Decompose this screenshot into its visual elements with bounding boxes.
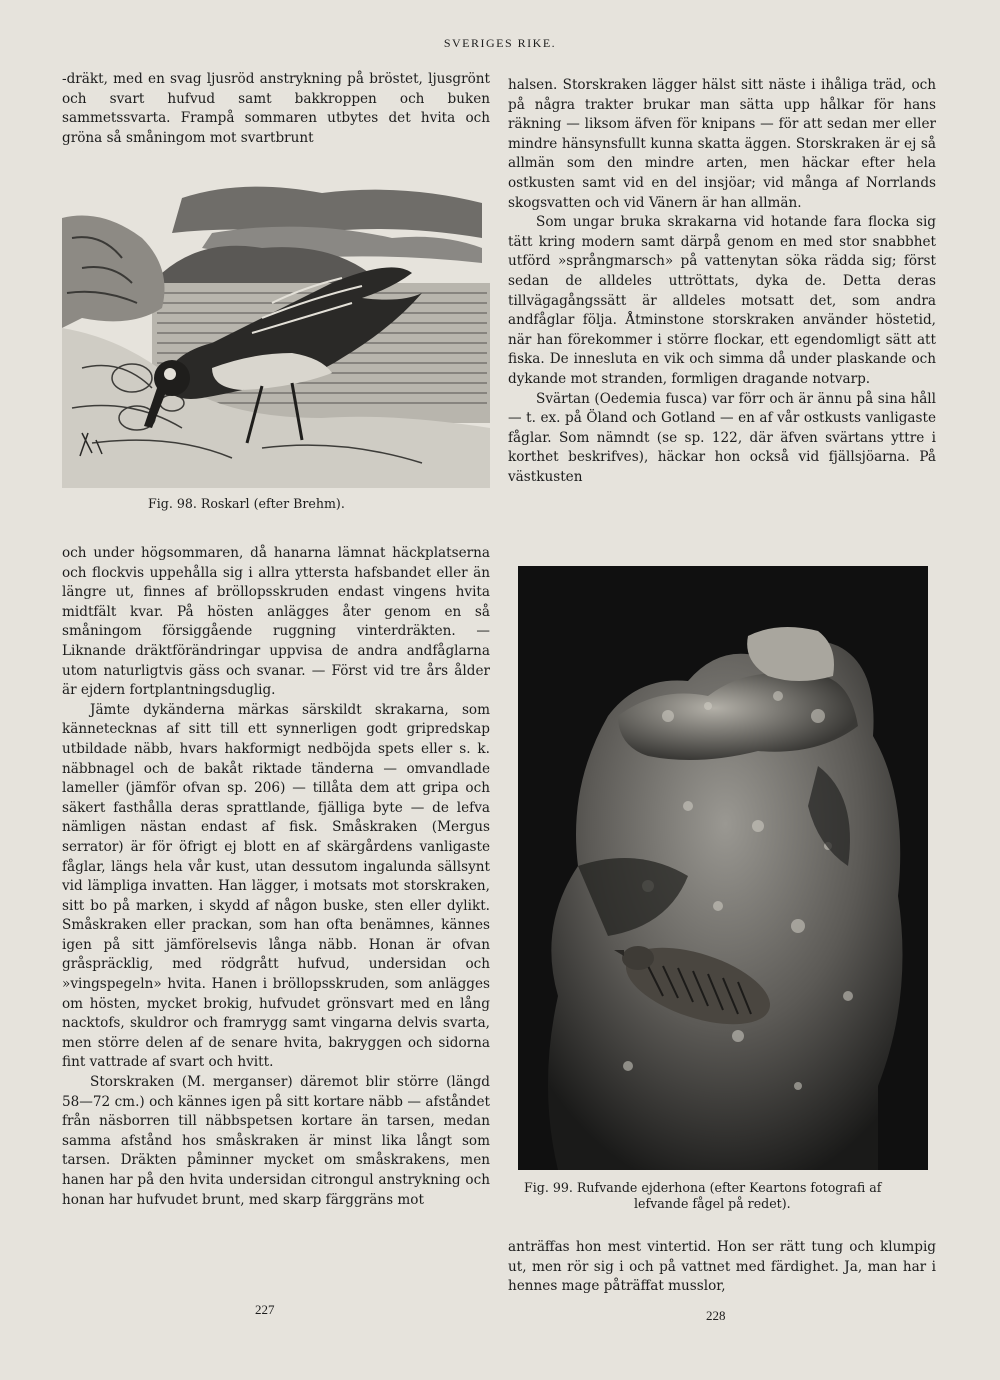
brooding-eider-photo (518, 566, 928, 1170)
paragraph: Jämte dykänderna märkas särskildt skrakarna, som kännetecknas af sitt till ett synnerligen godt gripredskap utbildade näbb, hvars hakformigt nedböjda spets eller s. k. näbbnagel och de bakåt riktade tänderna — omvandlade lameller (jämför ofvan sp. 206) — tillåta dem att gripa och säkert fasthålla deras sprattlande, fjälliga byte — de lefva nämligen nästan endast af fisk. Småskraken (Mergus serrator) är för öfrigt ej blott en af skärgårdens vanligaste fåglar, längs hela vår kust, utan dessutom ingalunda sällsynt vid lämpliga invatten. Han lägger, i motsats mot storskraken, sitt bo på marken, i skydd af någon buske, sten eller dylikt. Småskraken eller prackan, som han ofta benämnes, kännes igen på sitt jämförelsevis långa näbb. Honan är ofvan gråspräcklig, med rödgrått hufvud, undersidan och »vingspegeln» hvita. Hanen i bröllopsskruden, som anlägges om hösten, mycket brokig, hufvudet grönsvart med en lång nacktofs, skuldror och framrygg samt vingarna delvis svarta, men större delen af de senare hvita, bakryggen och sidorna fint vattrade af svart och hvitt. (62, 701, 490, 1071)
page-number-left: 227 (255, 1302, 275, 1317)
caption-line: lefvande fågel på redet). (634, 1196, 791, 1211)
figure-99-caption (524, 1180, 934, 1212)
left-column-top-text (62, 70, 490, 148)
paragraph: Som ungar bruka skrakarna vid hotande fara flocka sig tätt kring modern samt därpå genom en med stor snabbhet utförd »språngmarsch» på vattenytan söka rädda sig; först sedan de alldeles uttröttats, dyka de. Detta deras tillvägagångssätt är alldeles motsatt det, som andra andfåglar följa. Åtminstone storskraken använder höstetid, när han förekommer i större flockar, ett egendomligt sätt att fiska. De innesluta en vik och simma då under plaskande och dykande mot stranden, formligen dragande notvarp. (508, 214, 936, 387)
paragraph: Storskraken (M. merganser) däremot blir större (längd 58—72 cm.) och kännes igen på sitt kortare näbb — afståndet från näsborren till näbbspetsen kortare än tarsen, medan samma afstånd hos småskraken är minst lika långt som tarsen. Dräkten påminner mycket om småskrakens, men hanen har på den hvita undersidan citrongul anstrykning och honan har hufvudet brunt, med skarp färggräns mot (62, 1074, 490, 1208)
figure-99-photograph (518, 566, 928, 1170)
paragraph: och under högsommaren, då hanarna lämnat häckplatserna och flockvis uppehålla sig i allra yttersta hafsbandet eller än längre ut, finnes af bröllopsskruden endast vingens hvita midtfält kvar. På hösten anlägges åter genom en så småningom försiggående ruggning vinterdräkten. — Liknande dräktförändringar uppvisa de andra andfåglarna utom naturligtvis gäss och svanar. — Först vid tre års ålder är ejdern fortplantningsduglig. (62, 545, 490, 699)
right-column-top-text (508, 76, 936, 487)
paragraph: Svärtan (Oedemia fusca) var förr och är ännu på sina håll — t. ex. på Öland och Gotland — en af vår ostkusts vanligaste fåglar. Som nämndt (se sp. 122, där äfven svärtans yttre i korthet beskrifves), häckar hon också vid fjällsjöarna. På västkusten (508, 390, 936, 485)
running-title: SVERIGES RIKE. (443, 36, 557, 50)
paragraph: anträffas hon mest vintertid. Hon ser rätt tung och klumpig ut, men rör sig i och på vattnet med färdighet. Ja, man har i hennes mage påträffat musslor, (508, 1239, 936, 1295)
figure-98-engraving (62, 178, 490, 488)
caption-line: Fig. 99. Rufvande ejderhona (efter Keartons fotografi af (524, 1180, 882, 1195)
figure-98-caption: Fig. 98. Roskarl (efter Brehm). (148, 496, 345, 511)
paragraph: halsen. Storskraken lägger hälst sitt näste i ihåliga träd, och på några trakter brukar man sätta upp hålkar för hans räkning — liksom äfven för knipans — för att sedan mer eller mindre hänsynsfullt kunna skatta äggen. Storskraken är ej så allmän som den mindre arten, men häckar efter hela ostkusten samt vid en del insjöar; vid många af Norrlands skogsvatten och vid Vänern är han allmän. (508, 77, 936, 211)
page-number-right: 228 (706, 1308, 726, 1323)
left-column-bottom-text (62, 544, 490, 1210)
ruddy-turnstone-illustration (62, 178, 490, 488)
right-column-bottom-text (508, 1238, 936, 1297)
paragraph: -dräkt, med en svag ljusröd anstrykning på bröstet, ljusgrönt och svart hufvud samt bakkroppen och buken sammetssvarta. Frampå sommaren utbytes det hvita och gröna så småningom mot svartbrunt (62, 71, 490, 146)
